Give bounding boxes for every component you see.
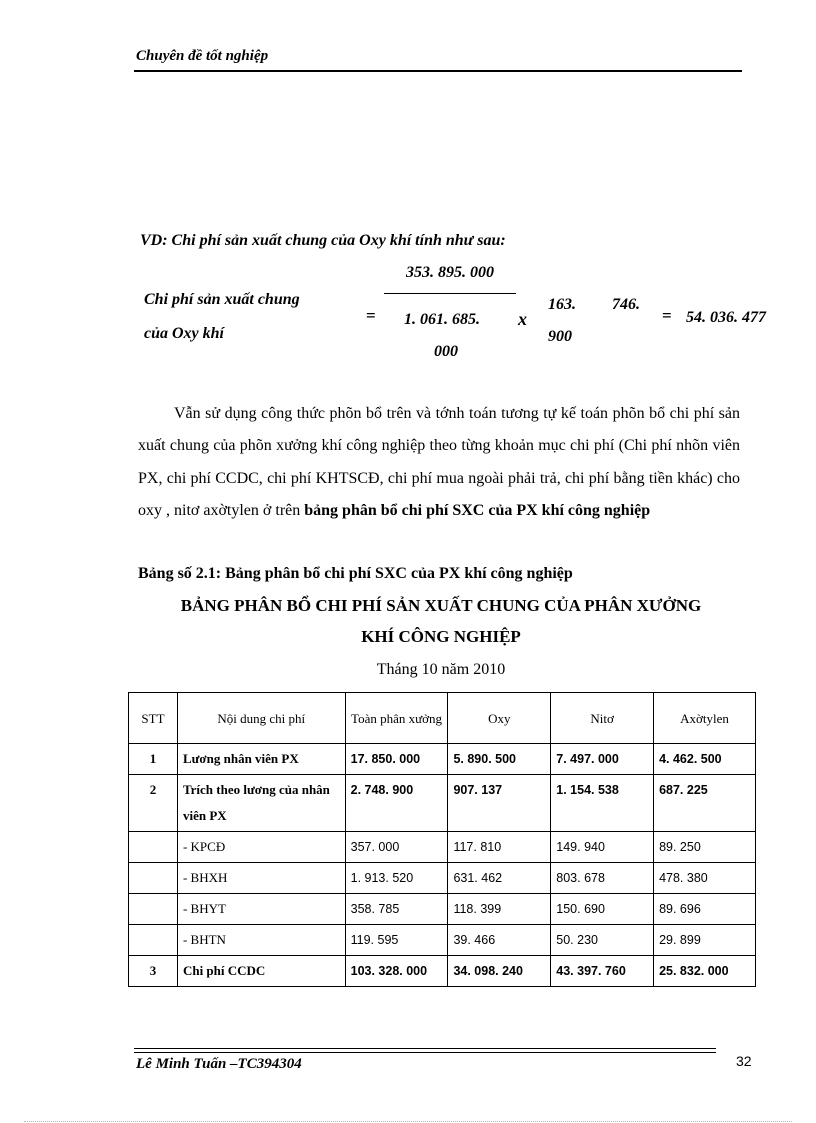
cell-item: Chi phí CCDC (177, 956, 345, 987)
cell-oxy: 907. 137 (448, 775, 551, 832)
table-title-line2: KHÍ CÔNG NGHIỆP (361, 627, 521, 646)
header-stt: STT (129, 693, 178, 744)
cell-item: - BHYT (177, 894, 345, 925)
header-oxy: Oxy (448, 693, 551, 744)
cell-axotylen: 478. 380 (654, 863, 756, 894)
formula-equals-2: = (662, 306, 672, 325)
example-heading: VD: Chi phí sản xuất chung của Oxy khí tính như sau: (140, 232, 506, 249)
formula-multiplier-part2: 746. (612, 296, 640, 313)
cell-nito: 803. 678 (551, 863, 654, 894)
cell-stt: 2 (129, 775, 178, 832)
table-row (129, 744, 756, 775)
formula-numerator: 353. 895. 000 (406, 264, 494, 281)
table-row (129, 925, 756, 956)
cell-nito: 149. 940 (551, 832, 654, 863)
table-row (129, 863, 756, 894)
cell-oxy: 117. 810 (448, 832, 551, 863)
cell-nito: 50. 230 (551, 925, 654, 956)
cell-axotylen: 29. 899 (654, 925, 756, 956)
cell-total: 357. 000 (345, 832, 448, 863)
footer-author: Lê Minh Tuấn –TC394304 (136, 1056, 302, 1072)
cell-total: 119. 595 (345, 925, 448, 956)
cell-nito: 7. 497. 000 (551, 744, 654, 775)
cell-total: 1. 913. 520 (345, 863, 448, 894)
table-period: Tháng 10 năm 2010 (376, 661, 506, 678)
footer-rule-top (134, 1048, 716, 1049)
cell-stt (129, 863, 178, 894)
cell-stt (129, 925, 178, 956)
table-title-line1: BẢNG PHÂN BỔ CHI PHÍ SẢN XUẤT CHUNG CỦA PHÂN XƯỞNG (180, 596, 702, 615)
cell-oxy: 5. 890. 500 (448, 744, 551, 775)
formula-label-line2: của Oxy khí (144, 325, 224, 342)
cell-oxy: 118. 399 (448, 894, 551, 925)
cell-item: Trích theo lương của nhân viên PX (177, 775, 345, 832)
cell-nito: 43. 397. 760 (551, 956, 654, 987)
cell-axotylen: 89. 696 (654, 894, 756, 925)
allocation-table (128, 692, 756, 987)
cell-stt (129, 894, 178, 925)
header-nito: Nitơ (551, 693, 654, 744)
cell-stt: 1 (129, 744, 178, 775)
cell-oxy: 631. 462 (448, 863, 551, 894)
formula-times: x (518, 309, 527, 329)
formula-denominator-part2: 000 (434, 343, 458, 360)
table-row (129, 894, 756, 925)
table-row (129, 832, 756, 863)
cell-axotylen: 25. 832. 000 (654, 956, 756, 987)
paragraph-text: Vẫn sử dụng công thức phõn bổ trên và tớnh toán tương tự kế toán phõn bổ chi phí sản xuất chung của phõn xưởng khí công nghiệp theo từng khoản mục chi phí (Chi phí nhõn viên PX, chi phí CCDC, chi phí KHTSCĐ, chi phí mua ngoài phải trả, chi phí bằng tiền khác) cho oxy , nitơ axờtylen ở trên (138, 405, 740, 520)
cell-axotylen: 4. 462. 500 (654, 744, 756, 775)
table-row (129, 775, 756, 832)
cell-axotylen: 89. 250 (654, 832, 756, 863)
cell-total: 17. 850. 000 (345, 744, 448, 775)
cell-total: 103. 328. 000 (345, 956, 448, 987)
formula-result: 54. 036. 477 (686, 309, 766, 326)
page-bottom-edge (24, 1121, 792, 1122)
cell-oxy: 34. 098. 240 (448, 956, 551, 987)
fraction-bar (384, 293, 516, 294)
paragraph-bold-tail: bảng phân bổ chi phí SXC của PX khí công nghiệp (304, 502, 651, 520)
cell-item: - BHXH (177, 863, 345, 894)
formula-denominator-part1: 1. 061. 685. (404, 311, 480, 328)
cell-item: - BHTN (177, 925, 345, 956)
cell-oxy: 39. 466 (448, 925, 551, 956)
formula-multiplier-part3: 900 (548, 328, 572, 345)
footer-rule-bottom (134, 1052, 716, 1053)
header-rule (134, 70, 742, 72)
header-total: Toàn phân xưởng (345, 693, 448, 744)
header-axotylen: Axờtylen (654, 693, 756, 744)
cell-total: 358. 785 (345, 894, 448, 925)
cell-stt (129, 832, 178, 863)
running-header: Chuyên đề tốt nghiệp (136, 48, 269, 64)
header-item: Nội dung chi phí (177, 693, 345, 744)
table-row (129, 956, 756, 987)
formula-equals-1: = (366, 306, 376, 325)
cell-nito: 1. 154. 538 (551, 775, 654, 832)
cell-stt: 3 (129, 956, 178, 987)
cell-item: - KPCĐ (177, 832, 345, 863)
table-caption: Bảng số 2.1: Bảng phân bổ chi phí SXC của PX khí công nghiệp (138, 565, 573, 582)
page-number: 32 (736, 1053, 752, 1069)
cell-item: Lương nhân viên PX (177, 744, 345, 775)
body-paragraph (138, 398, 740, 528)
cell-total: 2. 748. 900 (345, 775, 448, 832)
table-header-row (129, 693, 756, 744)
cell-axotylen: 687. 225 (654, 775, 756, 832)
cell-nito: 150. 690 (551, 894, 654, 925)
formula-label-line1: Chi phí sản xuất chung (144, 291, 300, 308)
formula-multiplier-part1: 163. (548, 296, 576, 313)
